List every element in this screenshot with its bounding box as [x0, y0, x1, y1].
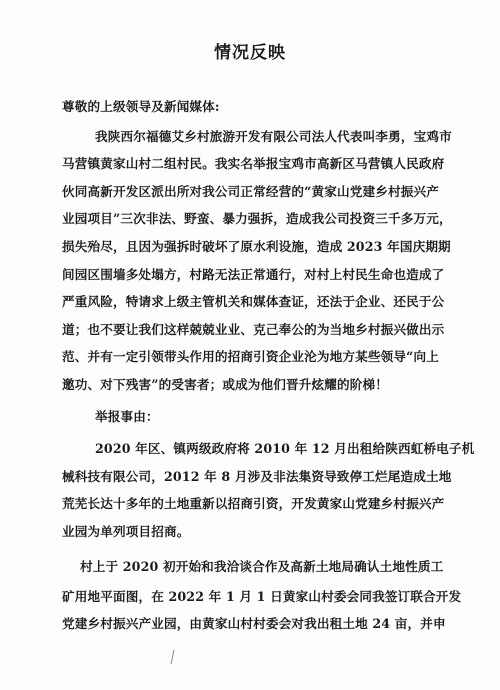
paragraph-line: 2020 年区、镇两级政府将 2010 年 12 月出租给陕西虹桥电子机 — [95, 441, 475, 456]
paragraph-line: 严重风险，特请求上级主管机关和媒体查证，还法于企业、还民于公 — [62, 294, 445, 309]
paragraph-line: 范、并有一定引领带头作用的招商引资企业沦为地方某些领导“向上 — [62, 349, 439, 364]
paragraph-line: 党建乡村振兴产业园，由黄家山村村委会对我出租土地 24 亩，并申 — [62, 616, 446, 631]
paragraph-line: 伙同高新开发区派出所对我公司正常经营的“黄家山党建乡村振兴产 — [62, 184, 439, 199]
pen-mark — [171, 650, 178, 664]
section-heading: 举报事由： — [95, 409, 159, 424]
paragraph-line: 我陕西尔福德艾乡村旅游开发有限公司法人代表叫李勇，宝鸡市 — [95, 129, 452, 144]
paragraph-line: 邀功、对下残害”的受害者；或成为他们晋升炫耀的阶梯！ — [62, 377, 388, 392]
document-title: 情况反映 — [214, 43, 286, 63]
paragraph-line: 间园区围墙多处塌方，村路无法正常通行，对村上村民生命也造成了 — [62, 267, 445, 282]
paragraph-line: 马营镇黄家山村二组村民。我实名举报宝鸡市高新区马营镇人民政府 — [62, 156, 445, 171]
paragraph-line: 荒芜长达十多年的土地重新以招商引资，开发黄家山党建乡村振兴产 — [62, 496, 445, 511]
paragraph-line: 道；也不要让我们这样兢兢业业、克己奉公的为当地乡村振兴做出示 — [62, 322, 445, 337]
salutation: 尊敬的上级领导及新闻媒体: — [62, 99, 220, 114]
paragraph-line: 村上于 2020 初开始和我洽谈合作及高新土地局确认土地性质工 — [80, 559, 444, 574]
paragraph-line: 业园为单列项目招商。 — [62, 524, 190, 539]
paragraph-line: 损失殆尽，且因为强拆时破坏了原水利设施，造成 2023 年国庆期期 — [62, 239, 451, 254]
paragraph-line: 矿用地平面图，在 2022 年 1 月 1 日黄家山村委会同我签订联合开发 — [62, 589, 462, 604]
paragraph-line: 械科技有限公司，2012 年 8 月涉及非法集资导致停工烂尾造成土地 — [62, 469, 452, 484]
paragraph-line: 业园项目”三次非法、野蛮、暴力强拆，造成我公司投资三千多万元， — [62, 211, 452, 226]
